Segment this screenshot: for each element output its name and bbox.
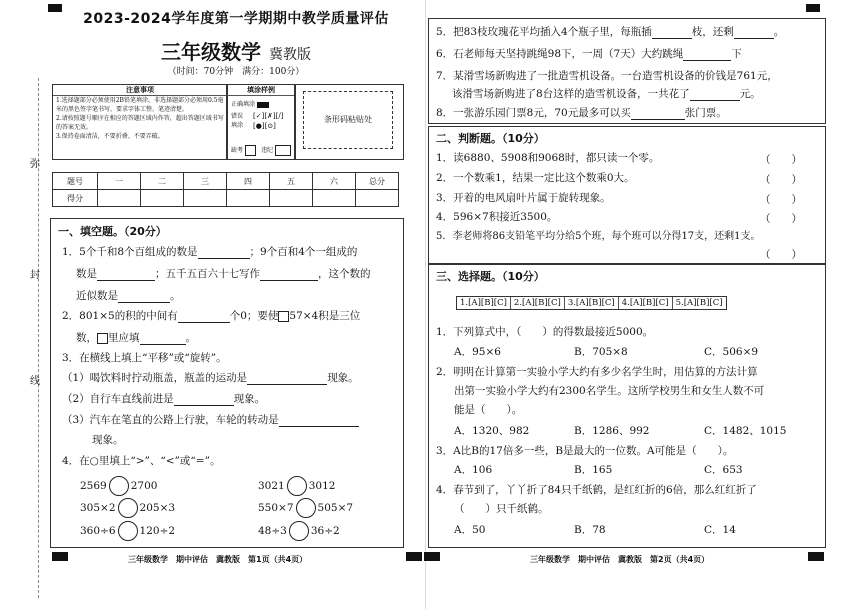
judge-item: 3．开着的电风扇叶片属于旋转现象。 [436, 192, 611, 204]
q2-text: 里应填 [108, 332, 140, 344]
choice-opt: B．165 [574, 464, 613, 476]
filled-mark-icon [257, 102, 269, 108]
q6-text: 6．石老师每天坚持跳绳98下，一周（7天）大约跳绳 [436, 48, 684, 60]
compare-left: 360÷6 [80, 525, 116, 537]
barcode-area [294, 84, 404, 160]
answer-blank[interactable] [178, 311, 230, 323]
notes-item: 1.选择题部分必须使用2B铅笔填涂，非选择题部分必须用0.5毫米的黑色签字笔书写，要求字体工整、笔迹清楚。 [56, 97, 224, 113]
q3-text: 现象。 [327, 372, 359, 384]
corner-mark-top-right [806, 4, 820, 12]
page-divider [425, 0, 426, 609]
choice-q1: 1．下列算式中，（ ）的得数最接近5000。 [436, 326, 654, 338]
violate-label: 违纪 [261, 147, 274, 154]
q4-stem: 4．在○里填上“>”、“<”或“=”。 [62, 455, 221, 467]
absent-checkbox[interactable] [245, 145, 256, 156]
choice-q4: 4．春节到了，丫丫折了84只千纸鹤，是红红折的6倍，那么红红折了 [436, 484, 757, 496]
answer-blank[interactable] [198, 247, 250, 259]
answer-blank[interactable] [734, 27, 774, 39]
answer-blank[interactable] [279, 415, 359, 427]
choice-q4: （ ）只千纸鹤。 [454, 503, 549, 515]
wrong-mark-icons-2: [●][⊙] [253, 122, 276, 130]
q3-text: （2）自行车直线前进是 [62, 393, 174, 405]
score-header-cell: 总分 [356, 173, 399, 190]
corner-mark-bottom-3 [424, 552, 440, 561]
violate-checkbox[interactable] [275, 145, 291, 156]
q3-text: （3）汽车在笔直的公路上行驶，车轮的转动是 [62, 414, 279, 426]
corner-mark-bottom-4 [808, 552, 824, 561]
q8-text: 张门票。 [684, 107, 727, 119]
q3-text: （1）喝饮料时拧动瓶盖，瓶盖的运动是 [62, 372, 248, 384]
q2-text: 2．801×5的积的中间有 [62, 310, 178, 322]
choice-q2: 2．明明在计算第一实验小学大约有多少名学生时，用估算的方法计算 [436, 366, 758, 378]
judge-item: 1．读6880、5908和9068时，都只读一个零。 [436, 152, 660, 164]
q7-text: 元。 [739, 88, 761, 100]
q2-text: 。 [185, 332, 196, 344]
choice-opt: C．1482、1015 [704, 425, 787, 437]
judge-answer-paren[interactable]: （ ） [760, 194, 802, 206]
q3-text: 现象。 [233, 393, 266, 405]
answer-blank[interactable] [174, 394, 234, 406]
compare-circle[interactable] [118, 498, 138, 518]
answer-blank[interactable] [690, 89, 740, 101]
q1-line1 [62, 246, 357, 259]
compare-circle[interactable] [109, 476, 129, 496]
footer-left: 三年级数学 期中评估 冀教版 第1页（共4页） [128, 555, 308, 564]
choice-opt: C．506×9 [704, 346, 759, 358]
q2-line1 [62, 310, 360, 323]
compare-left: 3021 [258, 480, 285, 492]
choice-opt: B．1286、992 [574, 425, 650, 437]
compare-left: 550×7 [258, 502, 294, 514]
q1-line3 [76, 290, 181, 303]
subject-title [56, 36, 416, 65]
compare-left: 2569 [80, 480, 107, 492]
q5-text: 。 [773, 26, 785, 38]
q7-line2 [452, 88, 761, 101]
q8-text: 8．一张游乐园门票8元，70元最多可以买 [436, 107, 631, 119]
compare-left: 305×2 [80, 502, 116, 514]
judge-answer-paren[interactable]: （ ） [760, 154, 802, 166]
choice-opt: C．653 [704, 464, 743, 476]
side-label-xian: 线 [30, 376, 40, 387]
edition-name: 冀教版 [269, 47, 311, 63]
answer-slot[interactable]: 3.[A][B][C] [565, 297, 619, 309]
compare-row [80, 476, 157, 496]
choice-q2: 能是（ ）。 [454, 404, 523, 416]
q3-3-cont: 现象。 [92, 434, 124, 446]
exam-title: 2023-2024学年度第一学期期中教学质量评估 [83, 11, 389, 27]
subject-name: 三年级数学 [161, 40, 261, 64]
choice-opt: A．95×6 [454, 346, 501, 358]
compare-left: 48÷3 [258, 525, 287, 537]
fill-sample-box [226, 84, 296, 160]
q5-text: 5．把83枝玫瑰花平均插入4个瓶子里，每瓶插 [436, 26, 652, 38]
corner-mark-bottom-2 [406, 552, 422, 561]
q7-line1 [436, 70, 778, 83]
answer-blank[interactable] [97, 269, 155, 281]
q6-line [436, 48, 742, 61]
q8-line [436, 107, 727, 120]
score-cell[interactable] [141, 190, 184, 207]
choice-opt: C．14 [704, 524, 736, 536]
score-cell[interactable] [98, 190, 141, 207]
score-header-cell: 题号 [53, 173, 98, 190]
section-judge-title: 二、判断题。（10分） [436, 132, 545, 145]
answer-slot[interactable]: 1.[A][B][C] [457, 297, 511, 309]
score-cell[interactable] [313, 190, 356, 207]
q1-line2 [76, 268, 371, 281]
answer-blank[interactable] [683, 49, 731, 61]
compare-row [258, 521, 340, 541]
sample-wrong1-label: 错误 [231, 113, 244, 120]
compare-right: 2700 [130, 480, 158, 492]
compare-row [258, 498, 353, 518]
square-placeholder-icon [97, 333, 108, 344]
score-header-cell: 三 [184, 173, 227, 190]
q2-text: 个0；要使 [229, 310, 279, 322]
answer-blank[interactable] [140, 333, 186, 345]
choice-opt: A．50 [454, 524, 486, 536]
score-header-cell: 一 [98, 173, 141, 190]
q1-text: 。 [170, 290, 181, 302]
notes-title: 注意事项 [53, 85, 227, 96]
q5-text: 枝，还剩 [691, 26, 734, 38]
score-row-label: 得分 [53, 190, 98, 207]
choice-q3: 3．A比B的17倍多一些，B是最大的一位数。A可能是（ ）。 [436, 445, 734, 457]
answer-blank[interactable] [118, 291, 170, 303]
compare-right: 3012 [308, 480, 336, 492]
q1-text: 数是 [76, 268, 97, 280]
compare-circle[interactable] [289, 521, 309, 541]
sample-correct [231, 99, 269, 108]
sample-title: 填涂样例 [227, 85, 295, 96]
q7-text: 7．某滑雪场新购进了一批造雪机设备。一台造雪机设备的价钱是761元， [436, 70, 778, 82]
sample-correct-label: 正确填涂 [231, 101, 256, 108]
q2-text: 数， [76, 332, 97, 344]
judge-item: 4．596×7积接近3500。 [436, 211, 558, 223]
answer-blank[interactable] [260, 269, 318, 281]
corner-mark-bottom-1 [52, 552, 68, 561]
q3-2 [62, 393, 265, 406]
score-header-cell: 二 [141, 173, 184, 190]
absent-box [231, 145, 256, 156]
answer-blank[interactable] [247, 373, 327, 385]
section-fill-in-title: 一、填空题。（20分） [58, 225, 167, 238]
compare-circle[interactable] [287, 476, 307, 496]
answer-blank[interactable] [631, 108, 685, 120]
barcode-label: 条形码粘贴处 [303, 91, 393, 149]
q6-text: 下 [731, 48, 742, 60]
section-choice-title: 三、选择题。（10分） [436, 270, 545, 283]
score-header-row [53, 173, 399, 190]
side-label-mi: 弥 [30, 159, 40, 170]
notes-box [52, 84, 228, 160]
score-header-cell: 四 [227, 173, 270, 190]
violate-box [261, 145, 291, 156]
q2-line2 [76, 332, 196, 345]
compare-circle[interactable] [118, 521, 138, 541]
q1-text: 1．5个千和8个百组成的数是 [62, 246, 198, 258]
notes-item: 3.保持卷面清洁，不要折叠、不要弄破。 [56, 133, 164, 140]
score-value-row [53, 190, 399, 207]
judge-answer-paren[interactable]: （ ） [760, 213, 802, 225]
q2-text: 57×4积是三位 [289, 310, 361, 322]
judge-item: 5．李老师将86支铅笔平均分给5个班，每个班可以分得17支，还剩1支。 [436, 231, 761, 242]
compare-right: 505×7 [317, 502, 354, 514]
score-cell[interactable] [356, 190, 399, 207]
q1-text: ，这个数的 [318, 268, 371, 280]
choice-opt: B．78 [574, 524, 606, 536]
compare-row [258, 476, 335, 496]
judge-answer-paren[interactable]: （ ） [760, 174, 802, 186]
q1-text: 近似数是 [76, 290, 118, 302]
compare-row [80, 521, 175, 541]
answer-slot[interactable]: 4.[A][B][C] [619, 297, 673, 309]
compare-right: 36÷2 [310, 525, 340, 537]
notes-item: 2.请按照题号顺序在相应的答题区域内作答，超出答题区域书写的答案无效。 [56, 115, 224, 131]
q3-1 [62, 372, 359, 385]
q5-line [436, 26, 784, 39]
choice-opt: A．106 [454, 464, 493, 476]
score-table [52, 172, 399, 207]
answer-slot[interactable]: 2.[A][B][C] [511, 297, 565, 309]
answer-blank[interactable] [652, 27, 692, 39]
score-cell[interactable] [227, 190, 270, 207]
compare-right: 120÷2 [139, 525, 176, 537]
square-placeholder-icon [278, 311, 289, 322]
score-cell[interactable] [270, 190, 313, 207]
absent-label: 缺考 [231, 147, 244, 154]
answer-slot[interactable]: 5.[A][B][C] [675, 298, 723, 308]
q3-stem: 3．在横线上填上“平移”或“旋转”。 [62, 352, 227, 364]
q1-text: ；9个百和4个一组成的 [249, 246, 358, 258]
score-header-cell: 五 [270, 173, 313, 190]
compare-right: 205×3 [139, 502, 176, 514]
score-cell[interactable] [184, 190, 227, 207]
score-header-cell: 六 [313, 173, 356, 190]
q3-3 [62, 414, 359, 427]
judge-answer-paren[interactable]: （ ） [760, 249, 802, 261]
q7-text: 该滑雪场新购进了8台这样的造雪机设备，一共花了 [452, 88, 690, 100]
wrong-mark-icons: [✓][✗][/] [253, 112, 284, 120]
compare-row [80, 498, 175, 518]
sample-wrong2-label: 填涂 [231, 122, 244, 129]
compare-circle[interactable] [296, 498, 316, 518]
choice-answer-bar [456, 296, 727, 310]
side-label-feng: 封 [30, 270, 40, 281]
footer-right: 三年级数学 期中评估 冀教版 第2页（共4页） [530, 555, 710, 564]
judge-item: 2．一个数乘1，结果一定比这个数乘0大。 [436, 172, 635, 184]
q1-text: ；五千五百六十七写作 [155, 268, 260, 280]
choice-opt: B．705×8 [574, 346, 628, 358]
choice-opt: A．1320、982 [454, 425, 530, 437]
exam-meta: （时间：70分钟 满分：100分） [167, 67, 305, 77]
choice-q2: 出第一实验小学大约有2300名学生。这所学校男生和女生人数不可 [454, 385, 765, 397]
